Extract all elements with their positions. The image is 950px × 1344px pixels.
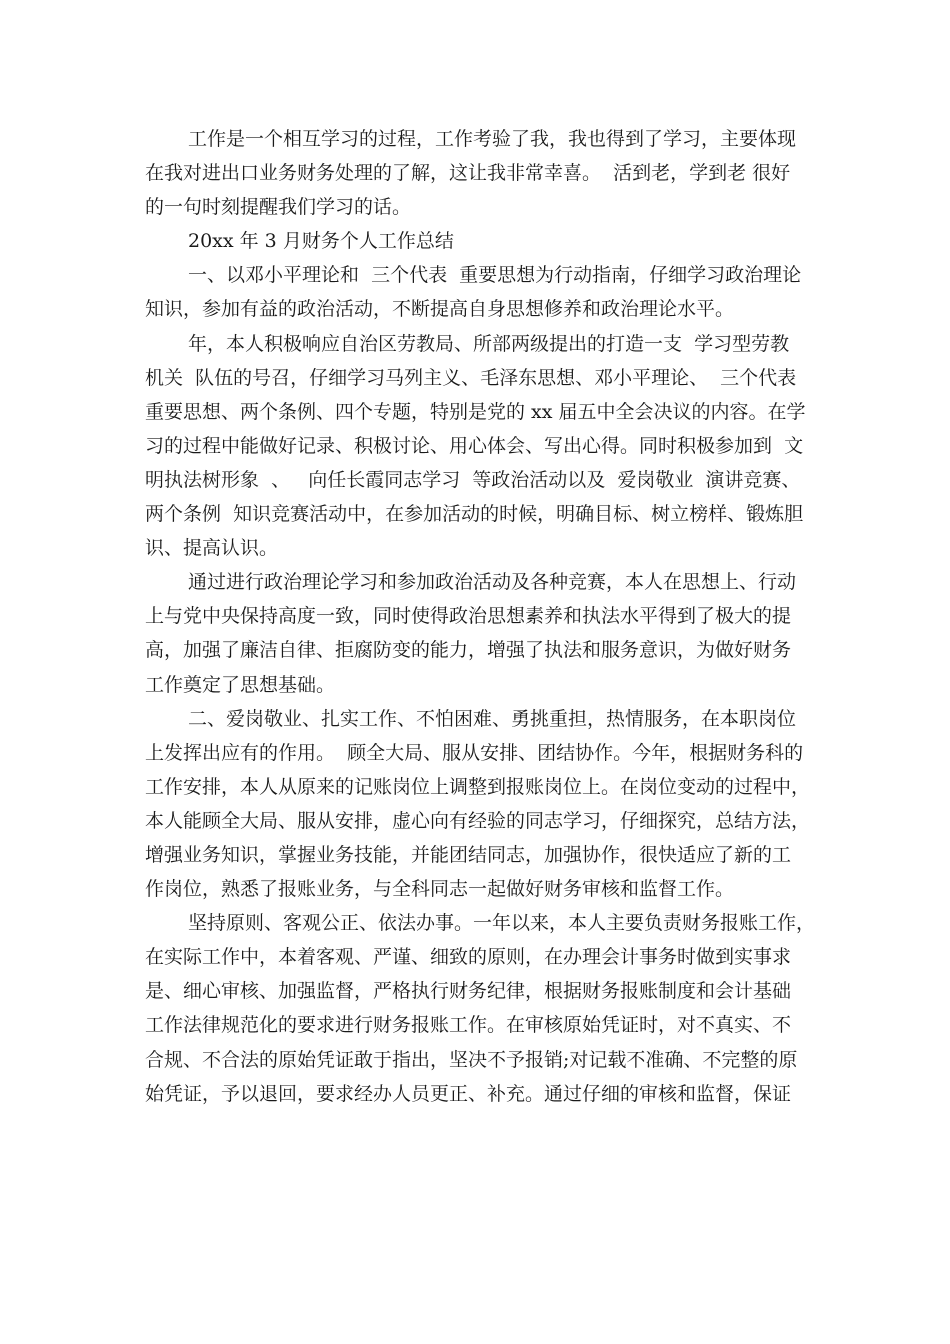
- text-line: 明执法树形象 、 向任长霞同志学习 等政治活动以及 爱岗敬业 演讲竞赛、: [145, 468, 801, 491]
- text-line: 工作奠定了思想基础。: [145, 673, 336, 696]
- text-line: 两个条例 知识竞赛活动中，在参加活动的时候，明确目标、树立榜样、锻炼胆: [145, 503, 804, 526]
- text-line: 高，加强了廉洁自律、拒腐防变的能力，增强了执法和服务意识，为做好财务: [145, 639, 792, 662]
- text-line: 工作法律规范化的要求进行财务报账工作。在审核原始凭证时，对不真实、不: [145, 1014, 792, 1037]
- text-line: 的一句时刻提醒我们学习的话。: [145, 196, 412, 219]
- text-line: 机关 队伍的号召，仔细学习马列主义、毛泽东思想、邓小平理论、 三个代表: [145, 366, 797, 389]
- text-line: 在实际工作中，本着客观、严谨、细致的原则，在办理会计事务时做到实事求: [145, 946, 792, 969]
- text-line: 在我对进出口业务财务处理的了解，这让我非常幸喜。 活到老，学到老 很好: [145, 162, 791, 185]
- text-line: 本人能顾全大局、服从安排，虚心向有经验的同志学习，仔细探究，总结方法，: [145, 809, 811, 832]
- text-line: 工作安排，本人从原来的记账岗位上调整到报账岗位上。在岗位变动的过程中，: [145, 775, 811, 798]
- text-line: 重要思想、两个条例、四个专题，特别是党的 xx 届五中全会决议的内容。在学: [145, 400, 806, 423]
- text-line: 始凭证，予以退回，要求经办人员更正、补充。通过仔细的审核和监督，保证: [145, 1082, 792, 1105]
- document-body: [145, 122, 816, 1111]
- text-line: 是、细心审核、加强监督，严格执行财务纪律，根据财务报账制度和会计基础: [145, 980, 792, 1003]
- text-line: 坚持原则、客观公正、依法办事。一年以来，本人主要负责财务报账工作，: [188, 912, 816, 935]
- text-line: 习的过程中能做好记录、积极讨论、用心体会、写出心得。同时积极参加到 文: [145, 434, 804, 457]
- text-line: 增强业务知识，掌握业务技能，并能团结同志，加强协作，很快适应了新的工: [145, 843, 792, 866]
- text-line: 工作是一个相互学习的过程，工作考验了我，我也得到了学习，主要体现: [188, 128, 797, 150]
- text-line: 上发挥出应有的作用。 顾全大局、服从安排、团结协作。今年，根据财务科的: [145, 741, 804, 764]
- text-line: 知识，参加有益的政治活动，不断提高自身思想修养和政治理论水平。: [145, 298, 735, 321]
- text-line: 识、提高认识。: [145, 537, 279, 560]
- text-line: 年，本人积极响应自治区劳教局、所部两级提出的打造一支 学习型劳教: [188, 332, 790, 355]
- text-line: 二、爱岗敬业、扎实工作、不怕困难、勇挑重担，热情服务，在本职岗位: [188, 707, 797, 730]
- text-line: 通过进行政治理论学习和参加政治活动及各种竞赛，本人在思想上、行动: [188, 571, 797, 594]
- text-line: 一、以邓小平理论和 三个代表 重要思想为行动指南，仔细学习政治理论: [188, 264, 802, 287]
- text-line: 20xx 年 3 月财务个人工作总结: [188, 230, 454, 253]
- text-line: 上与党中央保持高度一致，同时使得政治思想素养和执法水平得到了极大的提: [145, 605, 792, 628]
- text-line: 作岗位，熟悉了报账业务，与全科同志一起做好财务审核和监督工作。: [145, 878, 735, 901]
- text-line: 合规、不合法的原始凭证敢于指出，坚决不予报销;对记载不准确、不完整的原: [145, 1048, 798, 1071]
